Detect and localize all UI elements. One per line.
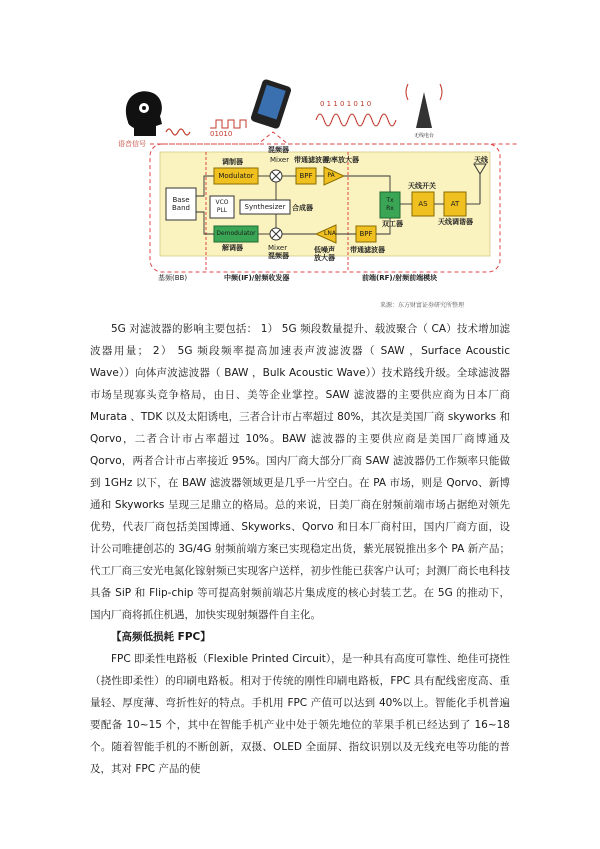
bits-right: 0 1 1 0 1 0 1 0 <box>320 100 372 108</box>
at-block: AT <box>450 200 460 208</box>
paragraph-filters: 5G 对滤波器的影响主要包括： 1） 5G 频段数量提升、载波聚合（ CA）技术增加滤波器用量； 2） 5G 频段频率提高加速表声波滤波器（ SAW ，Surface Acoustic Wave））向体声波滤波器（ BAW ，Bulk Acoustic Wave））技术路线升级。全球滤波器市场呈现寡头竞争格局，由日、美等企业掌控。SAW 滤波器的主要供应商为日本厂商 Murata 、TDK 以及太阳诱电，三者合计市占率超过 80%，其次是美国厂商 skyworks 和 Qorvo，二者合计市占率超过 10%。BAW 滤波器的主要供应商是美国厂商博通及 Qorvo，两者合计市占率接近 95%。国内厂商大部分厂商 SAW 滤波器仍工作频率只能做到 1GHz 以下，在 BAW 滤波器领域更是几乎一片空白。在 PA 市场，则是 Qorvo、新博通和 Skyworks 呈现三足鼎立的格局。总的来说，日美厂商在射频前端市场占据绝对领先优势，代表厂商包括美国博通、Skyworks、Qorvo 和日本厂商村田，国内厂商方面，设计公司唯捷创芯的 3G/4G 射频前端方案已实现稳定出货，紫光展锐推出多个 PA 新产品；代工厂商三安光电氮化镓射频已实现客户送样，初步性能已获客户认可；封测厂商长电科技具备 SiP 和 Flip-chip 等可提高射频前端芯片集成度的核心封装工艺。在 5G 的推动下，国内厂商将抓住机遇，加快实现射频器件自主化。 <box>90 323 510 621</box>
head-icon <box>126 91 162 136</box>
tower-icon <box>406 84 442 128</box>
section-if: 中频(IF)/射频收发器 <box>224 274 290 282</box>
modulator-block: Modulator <box>218 172 254 180</box>
pa-block: PA <box>327 172 335 179</box>
mixer-top-label: Mixer <box>270 156 290 164</box>
lna-cn: 低噪声 放大器 <box>314 246 335 262</box>
section-bb: 基频(BB) <box>158 274 188 282</box>
lna-block: LNA <box>324 230 336 237</box>
bpf-bottom-block: BPF <box>359 230 373 238</box>
synthesizer-block: Synthesizer <box>244 203 286 211</box>
mixer-bottom-label: Mixer <box>268 244 288 252</box>
phone-icon <box>250 78 292 129</box>
digital-wave-icon <box>210 120 246 128</box>
demod-cn: 解调器 <box>222 244 243 252</box>
mixer-top-cn: 混频器 <box>268 146 289 154</box>
section-heading-fpc: 【高频低损耗 FPC】 <box>111 631 211 643</box>
antenna-cn: 天线 <box>474 156 488 164</box>
tower-label: 无线电台 <box>414 133 435 139</box>
rf-block-diagram <box>98 70 518 292</box>
at-cn: 天线调谐器 <box>438 218 473 226</box>
bpf-bottom-cn: 带通滤波器 <box>350 246 385 254</box>
pa-top-cn: 功率放大器 <box>324 156 359 164</box>
figure-source: 来源：东方财富证券研究所整理 <box>380 302 465 309</box>
as-block: AS <box>418 200 428 208</box>
mixer-bottom-cn: 混频器 <box>268 252 289 260</box>
txrx-block: Tx Rx <box>386 197 394 212</box>
bits-left: 01010 <box>210 130 233 138</box>
paragraph-fpc: FPC 即柔性电路板（Flexible Printed Circuit），是一种具有高度可靠性、绝佳可挠性（挠性即柔性）的印刷电路板。相对于传统的刚性印刷电路板，FPC 具有配线密度高、重量轻、厚度薄、弯折性好的特点。手机用 FPC 产值可以达到 40%以上。智能化手机普遍要配备 10~15 个，其中在智能手机产业中处于领先地位的苹果手机已经达到了 16~18 个。随着智能手机的不断创新，双摄、OLED 全面屏、指纹识别以及无线充电等功能的普及，其对 FPC 产品的使 <box>90 653 510 775</box>
modulator-cn: 调制器 <box>222 158 243 166</box>
bpf-top-block: BPF <box>299 172 313 180</box>
dashed-enclosure <box>150 132 518 144</box>
baseband-block: Base Band <box>172 196 190 212</box>
modulated-wave-icon <box>316 114 396 126</box>
section-rf: 前端(RF)/射频前端模块 <box>362 274 438 282</box>
bpf-top-cn: 带通滤波器 <box>294 156 329 164</box>
as-cn: 天线开关 <box>408 182 436 190</box>
synth-cn: 合成器 <box>292 204 313 212</box>
voice-wave-icon <box>166 129 190 135</box>
duplexer-cn: 双工器 <box>382 220 403 228</box>
demodulator-block: Demodulator <box>216 230 256 237</box>
voice-label: 语音信号 <box>118 140 146 148</box>
vco-block: VCO PLL <box>215 199 229 214</box>
body-text <box>90 318 510 780</box>
